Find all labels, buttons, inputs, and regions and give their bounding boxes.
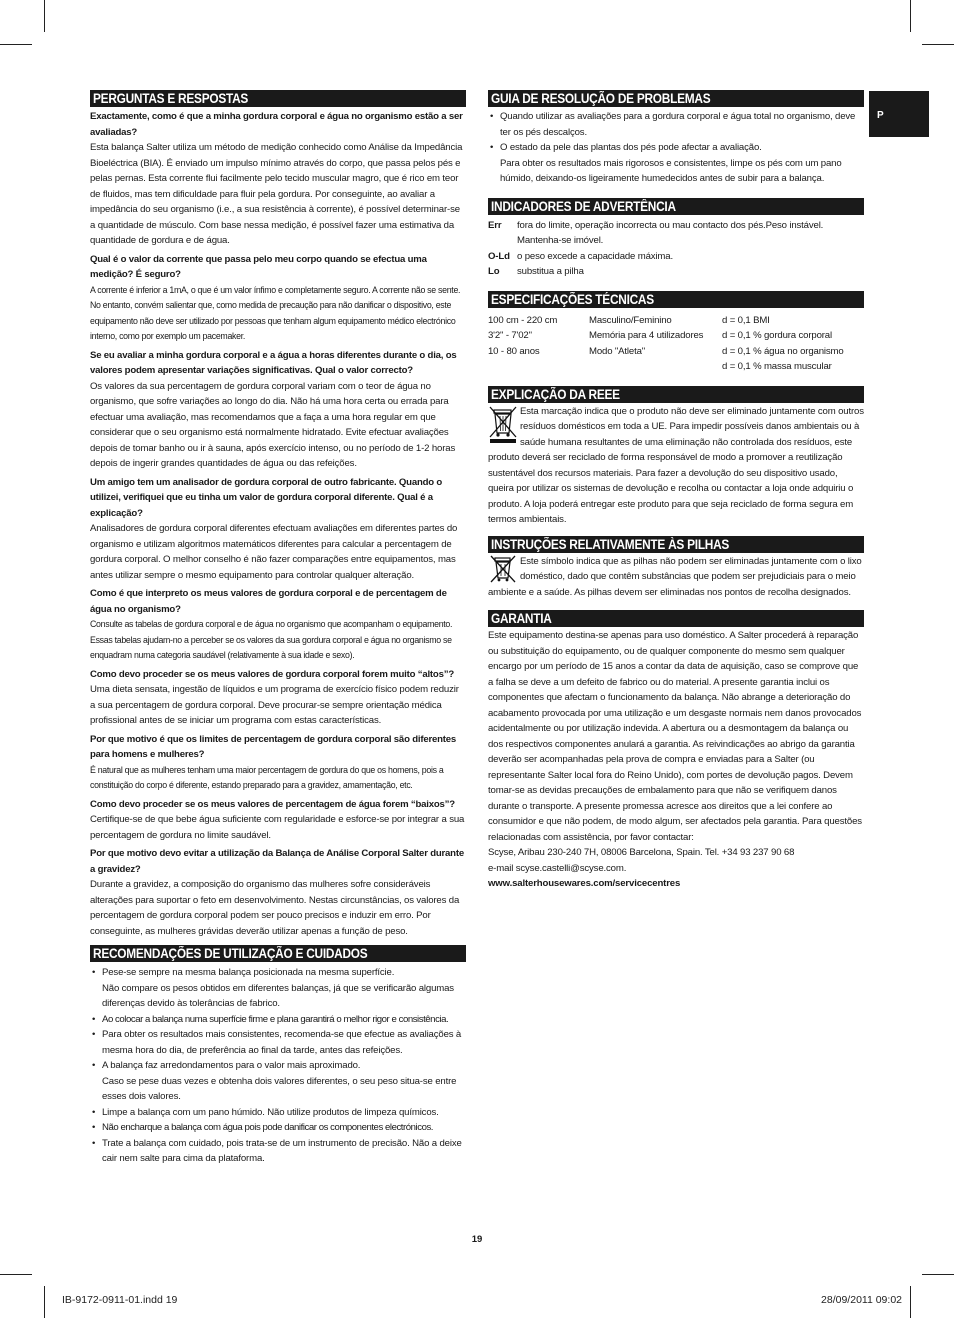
qa-question: Como é que interpreto os meus valores de gordura corporal e de percentagem de água no organismo? (90, 588, 447, 615)
spec-cell: d = 0,1 % gordura corporal (722, 330, 832, 341)
section-header-batteries: INSTRUÇÕES RELATIVAMENTE ÀS PILHAS (488, 536, 864, 553)
warning-text: substitua a pilha (517, 266, 584, 277)
spec-cell: d = 0,1 % massa muscular (722, 361, 832, 372)
section-header-troubleshooting: GUIA DE RESOLUÇÃO DE PROBLEMAS (488, 90, 864, 107)
crop-mark (922, 1274, 954, 1275)
qa-question: Como devo proceder se os meus valores de gordura corporal forem muito “altos”? (90, 668, 454, 680)
footer-timestamp: 28/09/2011 09:02 (821, 1294, 902, 1306)
qa-item (90, 109, 466, 249)
spec-row (488, 328, 864, 344)
care-item-line: • A balança faz arredondamentos para o valor mais aproximado. (102, 1060, 361, 1071)
warranty-paragraph: Este equipamento destina-se apenas para uso doméstico. A Salter procederá à reparação ou substituição do equipamento, ou de qualquer componente do mesmo sem qualquer encargo por um período de 15 anos a contar da data de aquisição, caso se comprove que a falha se deve a um defeito de fabrico ou do material. A presente garantia inclui os componentes que afectam o funcionamento da balança. Não abrange a deterioração do acabamento provocada por uma utilização e um desgaste normais nem danos provocados acidentalmente ou por utilização indevida. A abertura ou a desmontagem da balança ou dos respectivos componentes anulará a garantia. As reivindicações ao abrigo da garantia deverão ser acompanhadas pela prova de compra e enviadas para a Salter (ou representante Salter local fora do Reino Unido), com portes de devolução pagos. Devem tomar-se as devidas precauções de embalamento para que não se verifiquem danos durante o transporte. A presente promessa acresce aos direitos que a lei confere ao consumidor e que não podem, de modo algum, ser afectados pela garantia. Para questões relacionadas com assistência, por favor contactar: Scyse, Aribau 230-240 7H, 08006 Barcelona, Spain. Tel. +34 93 237 90 68 e-mail scyse.castelli@scyse.com. www.salterhousewares.com/servicecentres (488, 630, 862, 889)
spec-cell: d = 0,1 BMI (722, 314, 770, 326)
qa-item (90, 252, 466, 345)
spec-cell: d = 0,1 % água no organismo (722, 345, 844, 357)
spec-row (488, 313, 864, 329)
warranty-email: e-mail scyse.castelli@scyse.com. (488, 862, 627, 874)
care-item (90, 1027, 466, 1058)
spec-cell: Modo "Atleta" (589, 345, 646, 357)
qa-item (90, 797, 466, 844)
section-header-specs: ESPECIFICAÇÕES TÉCNICAS (488, 291, 864, 308)
qa-answer: Durante a gravidez, a composição do organismo das mulheres sofre consideráveis alterações para suportar o feto em desenvolvimento. Nestas circunstâncias, os valores da percentagem de gordura corporal podem ser pouco precisos e induzir em erro. Por conseguinte, as mulheres grávidas deverão utilizar apenas a função de peso. (90, 879, 460, 937)
crossed-bin-icon (488, 404, 518, 444)
weee-paragraph: Esta marcação indica que o produto não deve ser eliminado juntamente com outros resíduos domésticos em toda a UE. Para impedir possíveis danos ambientais ou à saúde humana resultantes de uma eliminação não controlada dos resíduos, este produto deverá ser reciclado de forma responsável de modo a promover a reutilização sustentável dos recursos materiais. Para fazer a devolução do seu dispositivo usado, queira por utilizar os sistemas de devolução e recolha ou contactar a loja onde adquiriu o produto. A loja poderá entregar este produto para que seja reciclado de forma segura em termos ambientais. (488, 405, 864, 525)
qa-answer: É natural que as mulheres tenham uma maior percentagem de gordura do que os homens, pois a constituição do corpo é diferente, estando preparado para a gravidez, amamentação, etc. (90, 764, 444, 790)
qa-answer: Consulte as tabelas de gordura corporal e de água no organismo que acompanham o equipamento. Essas tabelas ajudam-no a perceber se os valores da sua gordura corporal e água no organismo se enquadram numa categoria saudável (relativamente à sua idade e sexo). (90, 619, 453, 660)
spec-cell (488, 359, 589, 375)
crop-mark (44, 1286, 45, 1318)
qa-answer: A corrente é inferior a 1mA, o que é um valor ínfimo e completamente seguro. A corrente não se sente. No entanto, convém salientar que, como medida de precaução para não danificar o dispositivo, este equipamento não deve ser utilizado por pessoas que tenham algum equipamento médico electrónico interno, como por exemplo um pacemaker. (90, 284, 461, 341)
qa-question: Um amigo tem um analisador de gordura corporal de outro fabricante. Quando o utilizei, verifiquei que eu tinha um valor de gordura corporal diferente. Qual é a explicação? (90, 476, 443, 519)
spec-cell: 3'2" - 7'02" (488, 330, 532, 341)
qa-question: Qual é o valor da corrente que passa pelo meu corpo quando se efectua uma medição? É seguro? (90, 253, 427, 280)
care-item-line: • Para obter os resultados mais consistentes, recomenda-se que efectue as avaliações à mesma hora do dia, de preferência ao final da tarde, antes das refeições. (102, 1029, 462, 1056)
crossed-bin-icon (488, 554, 518, 584)
care-item (90, 1136, 466, 1167)
section-header-weee: EXPLICAÇÃO DA REEE (488, 386, 864, 403)
qa-item (90, 475, 466, 584)
qa-answer: Esta balança Salter utiliza um método de medição conhecido como Análise da Impedância Bioeléctrica (BIA). É enviado um impulso mínimo através do corpo, que passa pelos pés e pelas pernas. Esta corrente flui facilmente pelo tecido muscular magro, que é rico em teor de fluidos, mas tem dificuldade para fluir pela gordura. Por conseguinte, ao avaliar a impedância do seu organismo (i.e., a sua resistência à corrente), é possível determinar-se a quantidade de músculo. Com base nessa medição, é possível fazer uma estimativa da quantidade de gordura e de água. (90, 142, 463, 246)
warning-text: fora do limite, operação incorrecta ou mau contacto dos pés.Peso instável. Mantenha-se imóvel. (517, 219, 824, 246)
qa-list (90, 109, 466, 939)
language-tab: P (869, 91, 929, 137)
section-header-warranty: GARANTIA (488, 610, 864, 627)
qa-question: Por que motivo devo evitar a utilização da Balança de Análise Corporal Salter durante a gravidez? (90, 848, 464, 875)
qa-item (90, 348, 466, 472)
spec-row (488, 359, 864, 375)
crop-mark (910, 1286, 911, 1318)
care-item (90, 1120, 466, 1136)
care-item (90, 1105, 466, 1121)
spec-cell: 100 cm - 220 cm (488, 314, 558, 326)
care-item-line: • Não encharque a balança com água pois pode danificar os componentes electrónicos. (102, 1122, 434, 1133)
qa-answer: Certifique-se de que bebe água suficiente com regularidade e esforce-se por integrar a sua percentagem de gordura no limite saudável. (90, 814, 465, 841)
warning-code: Err (488, 219, 502, 231)
qa-item (90, 732, 466, 794)
crop-mark (922, 44, 954, 45)
troubleshooting-item (488, 109, 864, 140)
crop-mark (0, 1274, 32, 1275)
footer-file-info: IB-9172-0911-01.indd 19 (62, 1294, 178, 1306)
qa-answer: Analisadores de gordura corporal diferentes efectuam avaliações em diferentes partes do organismo e utilizam algoritmos matemáticos diferentes para calcular a percentagem de gordura corporal. O melhor conselho é não fazer comparações entre equipamentos, mas antes utilizar sempre o mesmo equipamento para controlar qualquer alteração. (90, 523, 458, 581)
warning-row (488, 264, 864, 280)
care-item (90, 1012, 466, 1028)
care-list (90, 965, 466, 1167)
crop-mark (910, 0, 911, 32)
crop-mark (0, 44, 32, 45)
battery-paragraph: Este símbolo indica que as pilhas não podem ser eliminadas juntamente com o lixo doméstico, dado que contêm substâncias que podem ser prejudiciais para o meio ambiente e a saúde. As pilhas devem ser eliminadas nos pontos de recolha designados. (488, 555, 862, 598)
care-item-line: • Limpe a balança com um pano húmido. Não utilize produtos de limpeza químicos. (102, 1106, 439, 1118)
care-item-line: • Pese-se sempre na mesma balança posicionada na mesma superfície. (102, 967, 395, 978)
left-column (90, 90, 466, 1167)
section-header-warnings: INDICADORES DE ADVERTÊNCIA (488, 198, 864, 215)
troubleshooting-item-line: • O estado da pele das plantas dos pés pode afectar a avaliação. (500, 142, 762, 153)
warning-indicator-list (488, 218, 864, 280)
crop-mark (44, 0, 45, 32)
spec-cell (589, 359, 722, 375)
warranty-url-link[interactable]: www.salterhousewares.com/servicecentres (488, 878, 681, 889)
qa-question: Se eu avaliar a minha gordura corporal e a água a horas diferentes durante o dia, os valores podem apresentar variações significativas. Qual o valor correcto? (90, 349, 457, 376)
care-item (90, 965, 466, 1012)
warning-text: o peso excede a capacidade máxima. (517, 250, 673, 262)
spec-cell: 10 - 80 anos (488, 345, 540, 357)
spec-row (488, 344, 864, 360)
care-item-line: • Ao colocar a balança numa superfície firme e plana garantirá o melhor rigor e consistência. (102, 1013, 449, 1025)
troubleshooting-list (488, 109, 864, 187)
section-header-care: RECOMENDAÇÕES DE UTILIZAÇÃO E CUIDADOS (90, 945, 466, 962)
warning-row (488, 249, 864, 265)
troubleshooting-item (488, 140, 864, 187)
section-header-qa: PERGUNTAS E RESPOSTAS (90, 90, 466, 107)
specifications-table (488, 313, 864, 375)
troubleshooting-item-line: Para obter os resultados mais rigorosos e consistentes, limpe os pés com um pano húmido, deixando-os ligeiramente humedecidos antes de subir para a balança. (500, 157, 842, 184)
qa-question: Exactamente, como é que a minha gordura corporal e água no organismo estão a ser avaliadas? (90, 111, 463, 138)
qa-question: Como devo proceder se os meus valores de percentagem de água forem “baixos”? (90, 798, 455, 810)
warning-row (488, 218, 864, 249)
warning-code: Lo (488, 266, 500, 277)
care-item-line: Caso se pese duas vezes e obtenha dois valores diferentes, o seu peso situa-se entre esses dois valores. (102, 1075, 457, 1102)
spec-cell: Masculino/Feminino (589, 314, 672, 326)
qa-item (90, 586, 466, 664)
care-item-line: • Trate a balança com cuidado, pois trata-se de um instrumento de precisão. Não a deixe cair nem salte para cima da plataforma. (102, 1137, 462, 1164)
care-item-line: Não compare os pesos obtidos em diferentes balanças, já que se verificarão algumas diferenças devido às tolerâncias de fabrico. (102, 982, 454, 1009)
troubleshooting-item-line: • Quando utilizar as avaliações para a gordura corporal e água total no organismo, deve ter os pés descalços. (500, 111, 856, 138)
right-column (488, 90, 864, 892)
warranty-address: Scyse, Aribau 230-240 7H, 08006 Barcelona, Spain. Tel. +34 93 237 90 68 (488, 847, 795, 858)
qa-answer: Uma dieta sensata, ingestão de líquidos e um programa de exercício físico podem reduzir a sua percentagem de gordura corporal. Deve procurar-se sempre orientação médica profissional antes de se iniciar um programa com estas características. (90, 684, 459, 726)
qa-item (90, 667, 466, 729)
spec-cell: Memória para 4 utilizadores (589, 330, 704, 341)
page-number: 19 (471, 1234, 483, 1245)
qa-question: Por que motivo é que os limites de percentagem de gordura corporal são diferentes para homens e mulheres? (90, 733, 457, 760)
care-item (90, 1058, 466, 1105)
warning-code: O-Ld (488, 250, 510, 262)
qa-answer: Os valores da sua percentagem de gordura corporal variam com o teor de água no organismo, que sofre variações ao longo do dia. Não há uma hora certa ou errada para efectuar uma avaliação, mas recomendamos que a faça a uma hora regular em que considerar que o seu organismo está normalmente hidratado. Evite efectuar avaliações depois de tomar banho ou ir à sauna, após exercício intenso, ou no período de 1-2 horas depois de ingerir grandes quantidades de água ou das refeições. (90, 380, 456, 469)
qa-item (90, 846, 466, 939)
